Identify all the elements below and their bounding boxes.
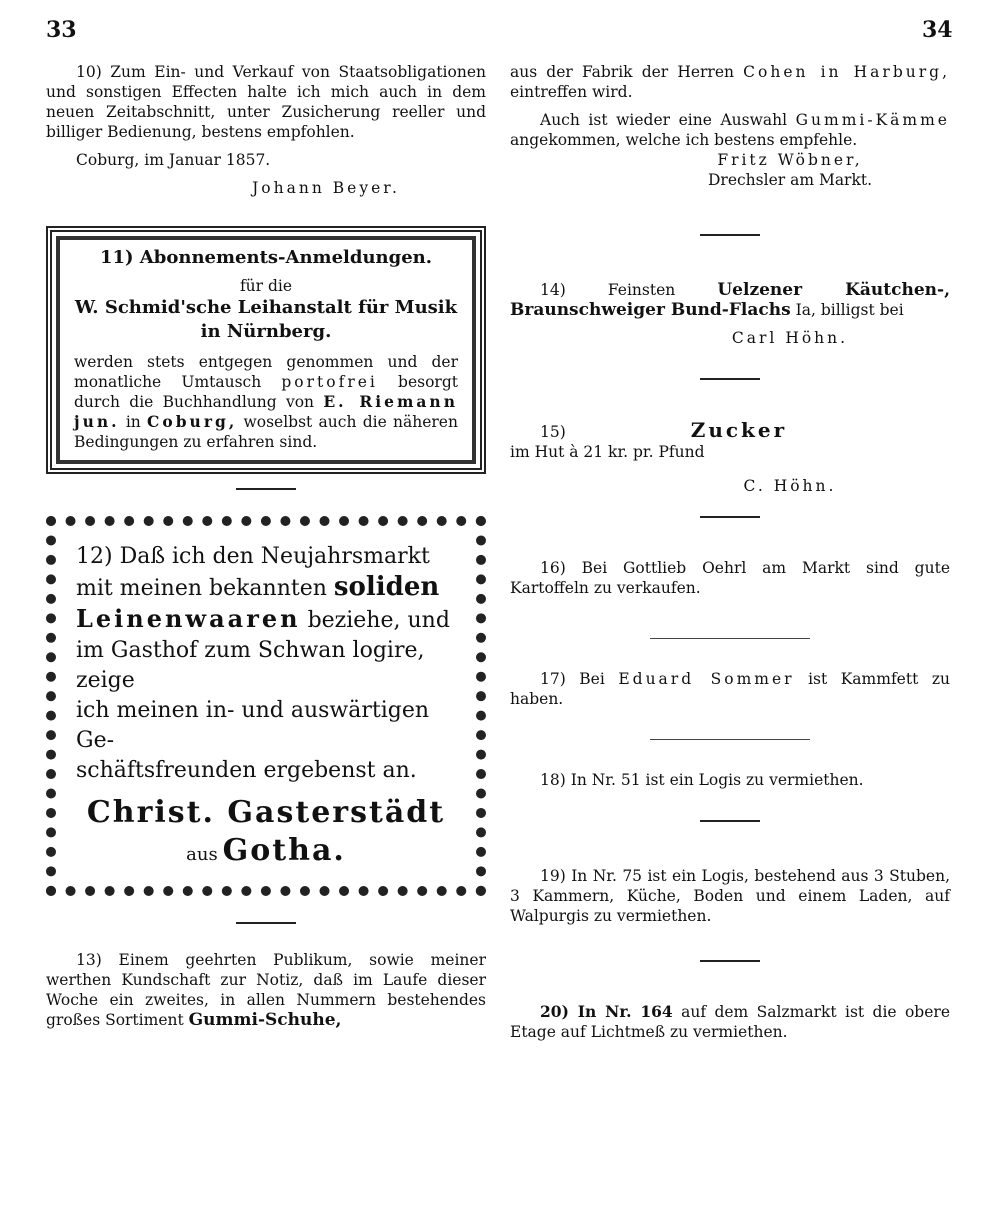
ad-13	[46, 950, 486, 1030]
ad-13-gummi-kaemme: Gummi-Kämme	[795, 111, 950, 129]
ad-11-body-a: werden stets entgegen genommen und der monatliche Umtausch	[74, 353, 458, 391]
ad-12-soliden: soliden	[333, 572, 440, 602]
separator	[236, 488, 296, 490]
separator	[700, 820, 760, 822]
ad-12-line-4: im Gasthof zum Schwan logire, zeige	[76, 638, 425, 693]
ad-12-line-2	[76, 572, 456, 604]
ad-15	[510, 420, 950, 496]
ad-20	[510, 1002, 950, 1042]
ad-11-portofrei: portofrei	[281, 373, 378, 391]
ad-16-text: 16) Bei Gottlieb Oehrl am Markt sind gute Kartoffeln zu verkaufen.	[510, 559, 950, 597]
separator	[650, 739, 810, 740]
ad-12-signature: Christ. Gasterstädt	[86, 795, 446, 830]
ad-15-text: im Hut à 21 kr. pr. Pfund	[510, 443, 705, 461]
ad-18-text: 18) In Nr. 51 ist ein Logis zu vermiethen.	[540, 771, 864, 789]
page-number-right: 34	[922, 17, 953, 43]
ad-11-heading: 11) Abonnements-Anmeldungen.	[99, 247, 433, 268]
ad-10-signature: Johann Beyer.	[252, 179, 400, 197]
ad-17	[510, 669, 950, 709]
separator	[700, 234, 760, 236]
separator	[700, 516, 760, 518]
ad-13-cont-text-2	[510, 110, 950, 150]
ad-12-line-3b: beziehe, und	[307, 608, 450, 633]
ad-20-text-b: auf dem Salzmarkt ist die obere Etage auf Lichtmeß zu vermiethen.	[510, 1003, 950, 1041]
ad-12-line-2a: mit meinen bekannten	[76, 576, 327, 601]
ad-12-gotha: Gotha.	[222, 833, 346, 868]
ad-11-framed	[46, 226, 486, 474]
ad-11-firm-1: W. Schmid'sche Leihanstalt für Musik	[74, 297, 458, 318]
ad-13-cont-b: eintreffen wird.	[510, 83, 633, 101]
separator	[700, 378, 760, 380]
ad-18	[510, 770, 950, 790]
ad-15-signature: C. Höhn.	[743, 477, 837, 495]
ad-13-signature: Fritz Wöbner,	[717, 151, 863, 169]
ad-14	[510, 280, 950, 348]
ad-10	[46, 62, 486, 198]
ad-16	[510, 558, 950, 598]
ad-14-products: Uelzener Käutchen-, Braunschweiger Bund-Flachs	[510, 280, 950, 320]
ad-11-fuer: für die	[239, 277, 293, 295]
ad-13-gummi-schuhe: Gummi-Schuhe,	[188, 1010, 342, 1030]
ad-20-text-a: 20) In Nr. 164	[540, 1002, 673, 1021]
ad-17-text-a: 17) Bei	[540, 670, 605, 688]
ad-13-signature-2: Drechsler am Markt.	[707, 171, 873, 189]
page-number-left: 33	[46, 17, 77, 43]
ad-12-aus: aus	[186, 844, 218, 865]
ad-13-continued	[510, 62, 950, 190]
ad-15-num: 15)	[540, 423, 566, 441]
ad-20-text	[510, 1002, 950, 1042]
ad-11-city: Coburg,	[147, 412, 238, 431]
ad-14-signature: Carl Höhn.	[731, 329, 849, 347]
separator	[700, 960, 760, 962]
ad-11-firm-2: in Nürnberg.	[200, 321, 332, 342]
ad-17-name: Eduard Sommer	[618, 670, 795, 688]
right-column	[510, 62, 950, 1042]
ad-12-line-3	[76, 604, 456, 636]
ad-12-line-5: ich meinen in- und auswärtigen Ge-	[76, 698, 430, 753]
ad-10-date: Coburg, im Januar 1857.	[76, 151, 271, 169]
ad-13-cont-c: Auch ist wieder eine Auswahl	[540, 111, 788, 129]
ad-15-heading-line	[510, 420, 950, 442]
ad-12-framed	[46, 516, 486, 896]
ad-12-line-1: 12) Daß ich den Neujahrsmarkt	[76, 544, 430, 569]
separator	[236, 922, 296, 924]
ad-13-text	[46, 950, 486, 1030]
ad-13-firm: Cohen in Harburg,	[743, 63, 950, 81]
ad-14-text-b: Ia, billigst bei	[795, 301, 904, 319]
separator	[650, 638, 810, 639]
ad-12-origin	[76, 832, 456, 870]
ad-13-cont-d: angekommen, welche ich bestens empfehle.	[510, 131, 858, 149]
ad-14-text	[510, 280, 950, 320]
ad-11-body-b: besorgt durch die Buchhandlung von	[74, 373, 458, 411]
ad-12-leinenwaaren: Leinenwaaren	[76, 604, 301, 633]
ad-17-text-b: ist Kammfett zu haben.	[510, 670, 950, 708]
ad-13-cont-text	[510, 62, 950, 102]
ad-11-name: E. Riemann jun.	[74, 392, 458, 431]
ad-10-text: 10) Zum Ein- und Verkauf von Staatsobligationen und sonstigen Effecten halte ich mich auch in dem neuen Zeitabschnitt, unter Zusicherung reeller und billiger Bedienung, bestens empfohlen.	[46, 63, 486, 141]
ad-13-text-a: 13) Einem geehrten Publikum, sowie meiner werthen Kundschaft zur Notiz, daß im Laufe dieser Woche ein zweites, in allen Nummern bestehendes großes Sortiment	[46, 951, 486, 1029]
ad-19-text: 19) In Nr. 75 ist ein Logis, bestehend aus 3 Stuben, 3 Kammern, Küche, Boden und einem Laden, auf Walpurgis zu vermiethen.	[510, 867, 950, 925]
ad-14-text-a: 14) Feinsten	[540, 281, 676, 299]
ad-19	[510, 866, 950, 926]
ad-15-title: Zucker	[690, 418, 788, 442]
ad-12-line-6: schäftsfreunden ergebenst an.	[76, 758, 417, 783]
left-column	[46, 62, 486, 1030]
ad-11-body	[74, 352, 458, 452]
ad-17-text	[510, 669, 950, 709]
ad-11-body-d: woselbst auch die näheren Bedingungen zu erfahren sind.	[74, 413, 458, 451]
ad-13-cont-a: aus der Fabrik der Herren	[510, 63, 734, 81]
ad-11-body-c: in	[125, 413, 141, 431]
